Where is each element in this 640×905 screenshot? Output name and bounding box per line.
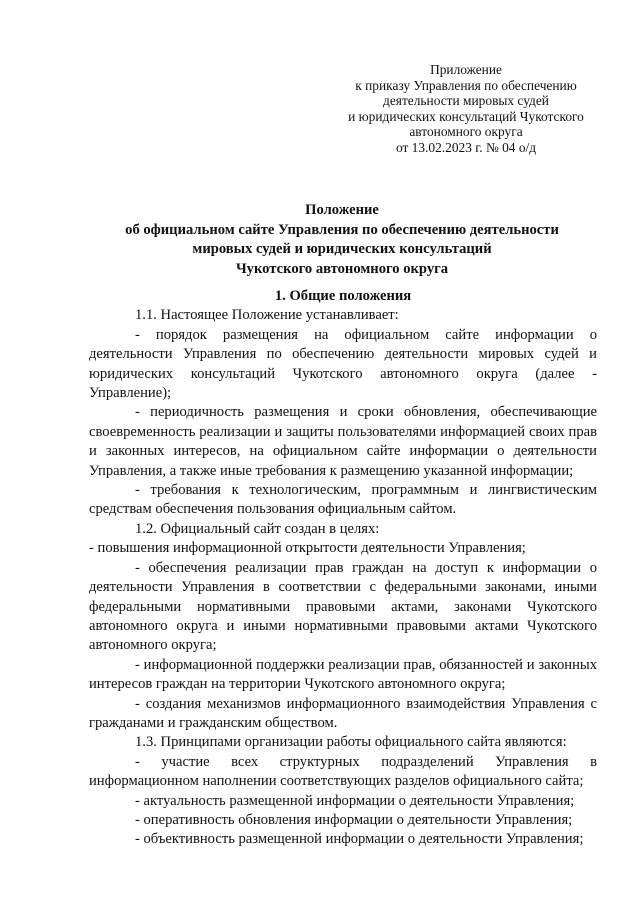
paragraph: 1.2. Официальный сайт создан в целях: [135, 520, 380, 537]
paragraph: - объективность размещенной информации о деятельности Управления; [135, 831, 584, 848]
paragraph: - участие всех структурных подразделений Управления в информационном наполнении соответствующих разделов официального сайта; [89, 753, 597, 790]
appendix-line: автономного округа [409, 124, 523, 140]
appendix-line: Приложение [430, 62, 502, 77]
appendix-line: к приказу Управления по обеспечению [355, 77, 577, 93]
document-body [89, 287, 597, 850]
appendix-line: деятельности мировых судей [383, 93, 549, 109]
paragraph: - оперативность обновления информации о деятельности Управления; [135, 811, 573, 828]
paragraph: 1.3. Принципами организации работы официального сайта являются: [135, 734, 567, 751]
paragraph: - порядок размещения на официальном сайте информации о деятельности Управления по обеспечению деятельности мировых судей и юридических консультаций Чукотского автономного округа (далее - Управление); [89, 326, 597, 402]
title-line: мировых судей и юридических консультаций [192, 241, 492, 257]
paragraph: - периодичность размещения и сроки обновления, обеспечивающие своевременность реализации и защиты пользователями информацией своих прав и законных интересов, на официальном сайте информации о деятельности Управления, а также иные требования к размещению указанной информации; [89, 404, 597, 479]
paragraph: - повышения информационной открытости деятельности Управления; [89, 540, 526, 557]
title-line: об официальном сайте Управления по обеспечению деятельности [125, 221, 559, 238]
paragraph: - актуальность размещенной информации о деятельности Управления; [135, 792, 575, 809]
paragraph: 1.1. Настоящее Положение устанавливает: [135, 307, 399, 324]
appendix-block [340, 62, 592, 156]
paragraph: - создания механизмов информационного взаимодействия Управления с гражданами и гражданским обществом. [89, 695, 597, 731]
appendix-line: и юридических консультаций Чукотского [348, 108, 584, 124]
paragraph: - информационной поддержки реализации прав, обязанностей и законных интересов граждан на территории Чукотского автономного округа; [89, 656, 597, 693]
appendix-line: от 13.02.2023 г. № 04 о/д [395, 139, 537, 155]
section-heading: 1. Общие положения [274, 288, 412, 304]
document-title [88, 201, 596, 279]
title-line: Положение [305, 202, 379, 218]
paragraph: - обеспечения реализации прав граждан на доступ к информации о деятельности Управления в соответствии с федеральными законами, иными федеральными нормативными правовыми актами, законами Чукотского автономного округа и иными нормативными правовыми актами Чукотского автономного округа; [89, 559, 597, 654]
title-line: Чукотского автономного округа [235, 260, 449, 277]
paragraph: - требования к технологическим, программным и лингвистическим средствам обеспечения пользования официальным сайтом. [89, 482, 597, 518]
